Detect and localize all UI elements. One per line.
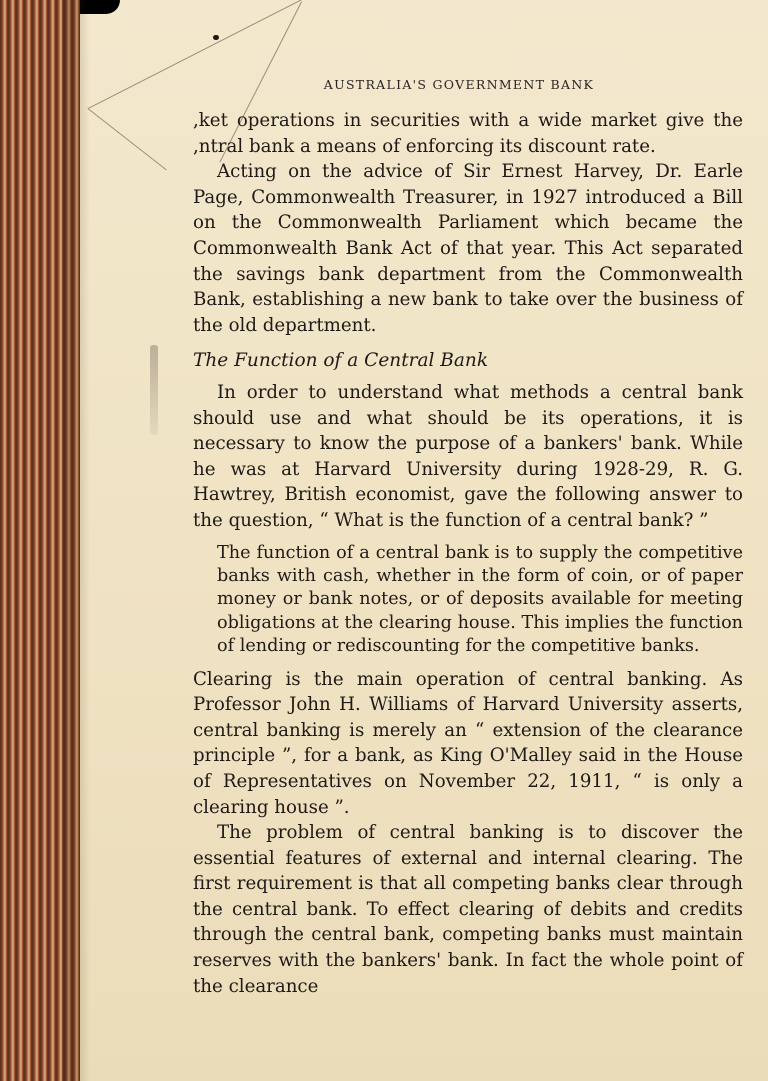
paragraph-clearing: Clearing is the main operation of central banking. As Professor John H. Williams of Harvard University asserts, central banking is merely an “ extension of the clearance principle ”, for a bank, as King O'Malley said in the House of Representatives on November 22, 1911, “ is only a clearing house ”.	[193, 668, 743, 818]
block-quote: The function of a central bank is to supply the competitive banks with cash, whether in the form of coin, or of paper money or bank notes, or of deposits available for meeting obligations at the clearing house. This implies the function of lending or rediscounting for the competitive banks.	[217, 542, 743, 657]
margin-pencil-mark	[150, 345, 158, 435]
ink-dot	[213, 35, 219, 40]
paragraph-harvey: Acting on the advice of Sir Ernest Harvey, Dr. Earle Page, Commonwealth Treasurer, in 1927 introduced a Bill on the Commonwealth Parliament which became the Commonwealth Bank Act of that year. This Act separated the savings bank department from the Commonwealth Bank, establishing a new bank to take over the business of the old department.	[193, 161, 743, 336]
section-heading: The Function of a Central Bank	[193, 350, 489, 372]
running-head: AUSTRALIA'S GOVERNMENT BANK	[323, 77, 595, 92]
body-text	[193, 108, 743, 999]
paragraph-problem: The problem of central banking is to discover the essential features of external and internal clearing. The first requirement is that all competing banks clear through the central bank. To effect clearing of debits and credits through the central bank, competing banks must maintain reserves with the bankers' bank. In fact the whole point of the clearance	[193, 822, 743, 997]
gutter-shadow	[62, 0, 90, 1081]
paragraph-purpose: In order to understand what methods a central bank should use and what should be its operations, it is necessary to know the purpose of a bankers' bank. While he was at Harvard University during 1928-29, R. G. Hawtrey, British economist, gave the following answer to the question, “ What is the function of a central bank? ”	[193, 381, 743, 531]
paragraph-continuation: ,ket operations in securities with a wide market give the ,ntral bank a means of enforcing its discount rate.	[193, 110, 743, 157]
